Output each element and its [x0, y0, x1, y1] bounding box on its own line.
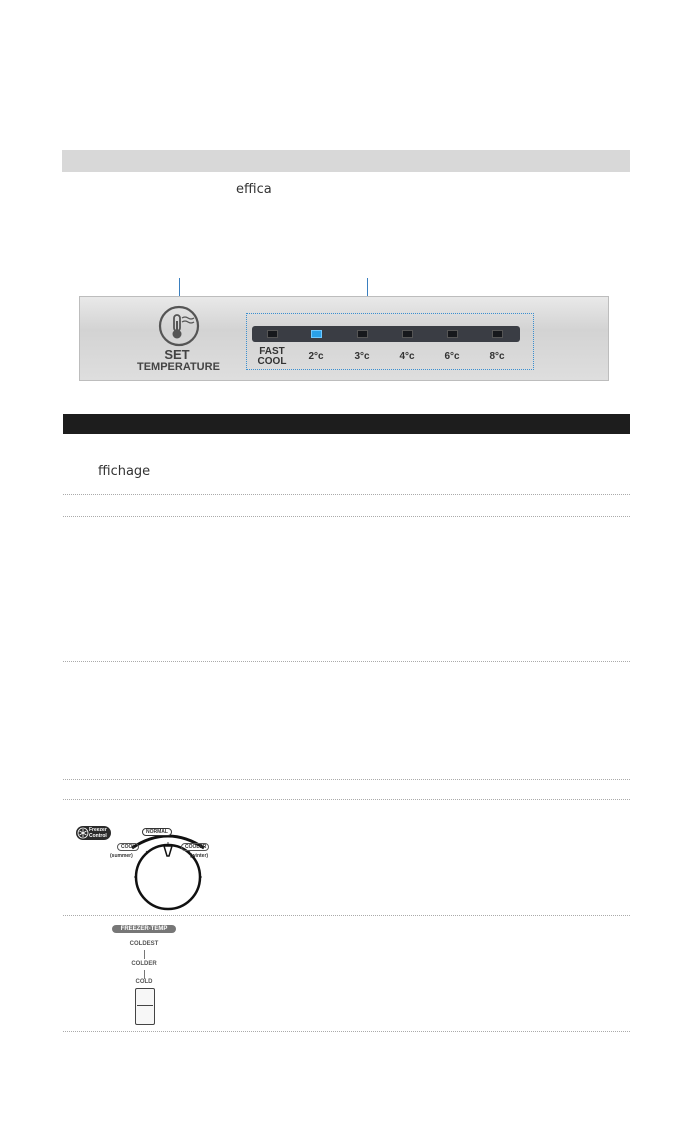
level-connector: [144, 970, 145, 979]
freezer-level-cold: COLD: [135, 979, 153, 985]
freezer-level-colder: COLDER: [131, 961, 157, 967]
temperature-label: TEMPERATURE: [137, 361, 220, 373]
badge-line2: Control: [89, 833, 107, 839]
section-text-fragment: effica: [236, 182, 272, 197]
led-indicator-3: [402, 330, 413, 338]
cooler-sub-label: (winter): [190, 853, 209, 859]
row-divider: [63, 1031, 630, 1032]
led-indicator-bar: [252, 326, 520, 342]
cooler-label-box: [181, 843, 209, 851]
normal-label-box: [142, 828, 172, 836]
led-indicator-1: [311, 330, 322, 338]
step-label-1: 2°c: [308, 351, 324, 362]
level-connector: [144, 950, 145, 959]
led-indicator-4: [447, 330, 458, 338]
thermometer-icon[interactable]: [158, 305, 200, 347]
cooler-label: COOLER: [185, 844, 207, 850]
control-panel: [79, 296, 609, 381]
freezer-temp-title: FREEZER-TEMP: [112, 925, 176, 933]
step-label-2: 3°c: [354, 351, 370, 362]
cool-label-box: [117, 843, 139, 851]
badge-line1: Freezer: [89, 827, 107, 833]
snowflake-icon: [77, 827, 89, 839]
switch-divider: [137, 1005, 153, 1006]
row-divider: [63, 494, 630, 495]
row-divider: [63, 779, 630, 780]
table-text-fragment: ffichage: [98, 464, 151, 479]
led-indicator-0: [267, 330, 278, 338]
row-divider: [63, 516, 630, 517]
freezer-temp-switch[interactable]: [135, 988, 155, 1025]
led-indicator-2: [357, 330, 368, 338]
step-label-5: 8°c: [489, 351, 505, 362]
cool-sub-label: (summer): [110, 853, 133, 859]
row-divider: [63, 799, 630, 800]
freezer-level-coldest: COLDEST: [129, 941, 159, 947]
led-indicator-5: [492, 330, 503, 338]
section-heading-bar: [62, 150, 630, 172]
normal-label: NORMAL: [146, 829, 168, 835]
cool-label: COOL: [121, 844, 136, 850]
step-label-3: 4°c: [399, 351, 415, 362]
freezer-dial-graphic[interactable]: [118, 826, 218, 916]
row-divider: [63, 661, 630, 662]
table-header-bar: [63, 414, 630, 434]
step-label-0: FAST COOL: [257, 346, 287, 367]
step-label-4: 6°c: [444, 351, 460, 362]
set-label: SET: [164, 347, 190, 362]
